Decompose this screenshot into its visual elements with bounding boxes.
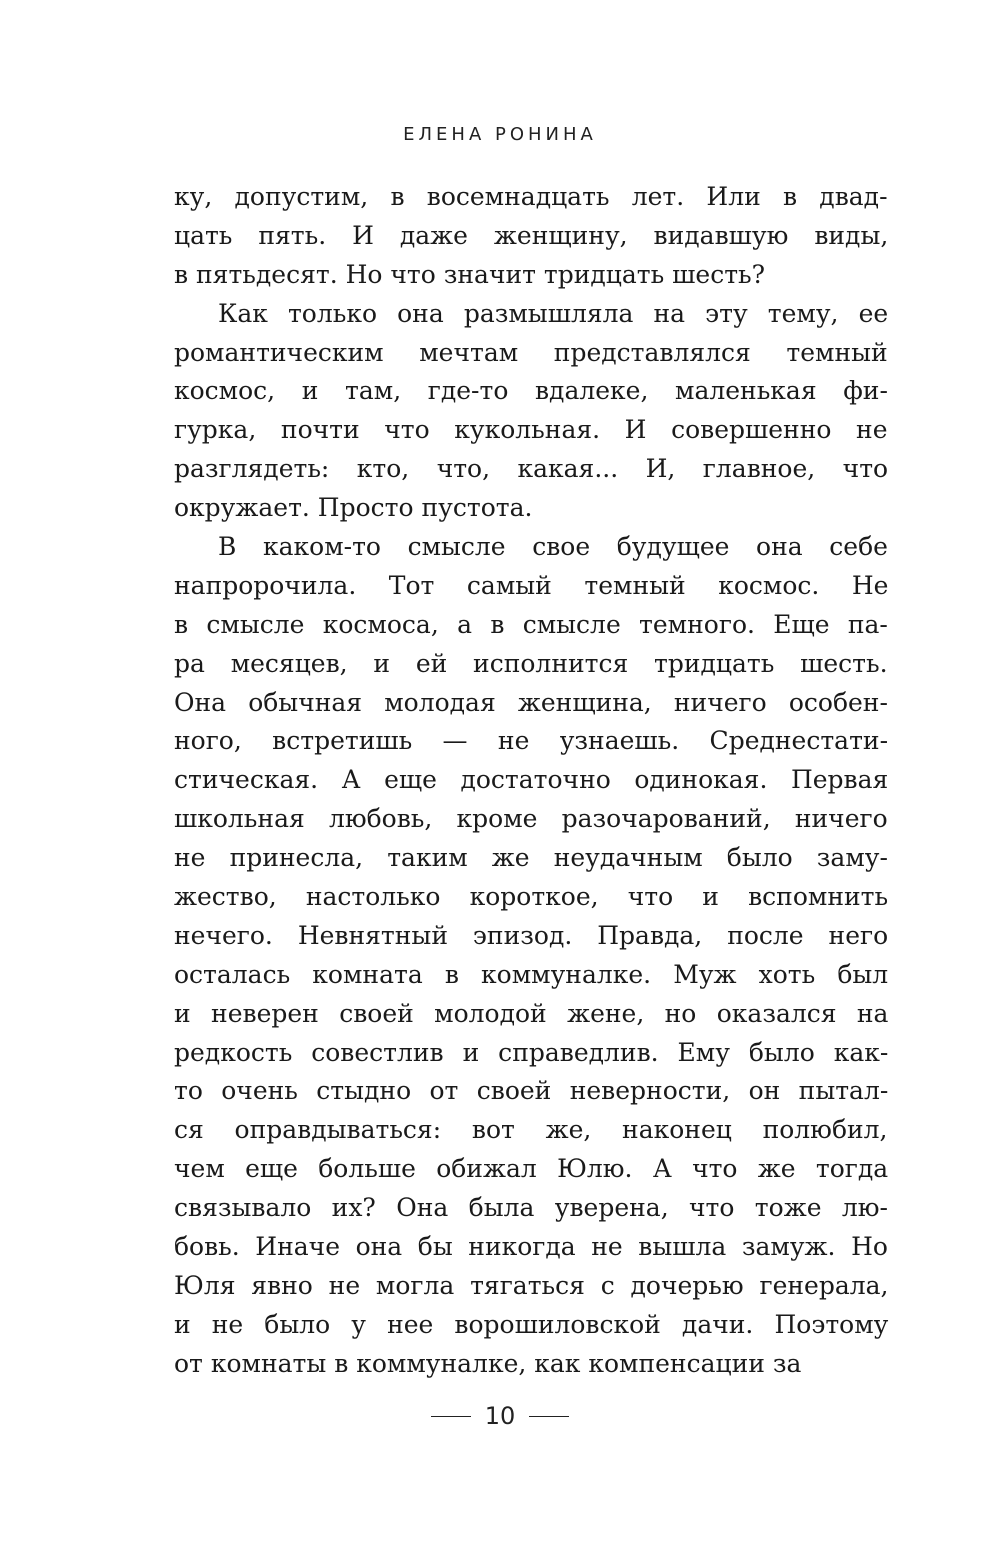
text-line: чем еще больше обижал Юлю. А что же тогда (174, 1154, 889, 1184)
text-line: романтическим мечтам представлялся темный (174, 337, 888, 367)
text-line: школьная любовь, кроме разочарований, ничего (174, 804, 888, 834)
text-line: нечего. Невнятный эпизод. Правда, после него (174, 920, 889, 950)
text-line: ку, допустим, в восемнадцать лет. Или в двад- (174, 182, 888, 211)
text-line: то очень стыдно от своей неверности, он пытал- (174, 1076, 889, 1106)
text-line: ного, встретишь — не узнаешь. Среднестати- (174, 726, 889, 756)
text-line: и не было у нее ворошиловской дачи. Поэтому (174, 1309, 889, 1339)
text-line: гурка, почти что кукольная. И совершенно не (174, 415, 888, 445)
text-line: напророчила. Тот самый темный космос. Не (174, 570, 889, 600)
text-line: осталась комната в коммуналке. Муж хоть был (174, 959, 889, 989)
text-line: жество, настолько короткое, что и вспомнить (174, 882, 889, 912)
text-line: цать пять. И даже женщину, видавшую виды, (174, 220, 889, 250)
text-line: бовь. Иначе она бы никогда не вышла замуж. Но (174, 1232, 888, 1262)
text-line: Она обычная молодая женщина, ничего особен- (174, 687, 888, 717)
text-line: ра месяцев, и ей исполнится тридцать шесть. (174, 648, 888, 678)
text-line: ся оправдываться: вот же, наконец полюбил, (174, 1115, 888, 1145)
text-line: от комнаты в коммуналке, как компенсации за (174, 1348, 802, 1378)
text-line: Как только она размышляла на эту тему, ее (218, 298, 889, 328)
page-number: 10 (484, 1402, 516, 1430)
text-line: В каком-то смысле свое будущее она себе (218, 532, 888, 562)
text-line: в смысле космоса, а в смысле темного. Еще па- (174, 609, 888, 639)
text-line: и неверен своей молодой жене, но оказался на (174, 998, 889, 1028)
text-line: не принесла, таким же неудачным было заму- (174, 843, 888, 873)
text-line: стическая. А еще достаточно одинокая. Первая (174, 765, 889, 795)
text-line: связывало их? Она была уверена, что тоже лю- (174, 1193, 888, 1223)
text-line: редкость совестлив и справедлив. Ему было как- (174, 1037, 889, 1067)
text-line: разглядеть: кто, что, какая... И, главное, что (174, 454, 889, 484)
folio-rule-left (431, 1416, 471, 1417)
text-line: окружает. Просто пустота. (174, 493, 533, 523)
page-folio (0, 1402, 1000, 1430)
text-line: в пятьдесят. Но что значит тридцать шесть? (174, 259, 766, 289)
body-text (174, 178, 888, 1384)
folio-rule-right (529, 1416, 569, 1417)
running-header: ЕЛЕНА РОНИНА (403, 124, 597, 145)
text-line: Юля явно не могла тягаться с дочерью генерала, (174, 1270, 889, 1300)
text-line: космос, и там, где-то вдалеке, маленькая фи- (174, 376, 888, 406)
